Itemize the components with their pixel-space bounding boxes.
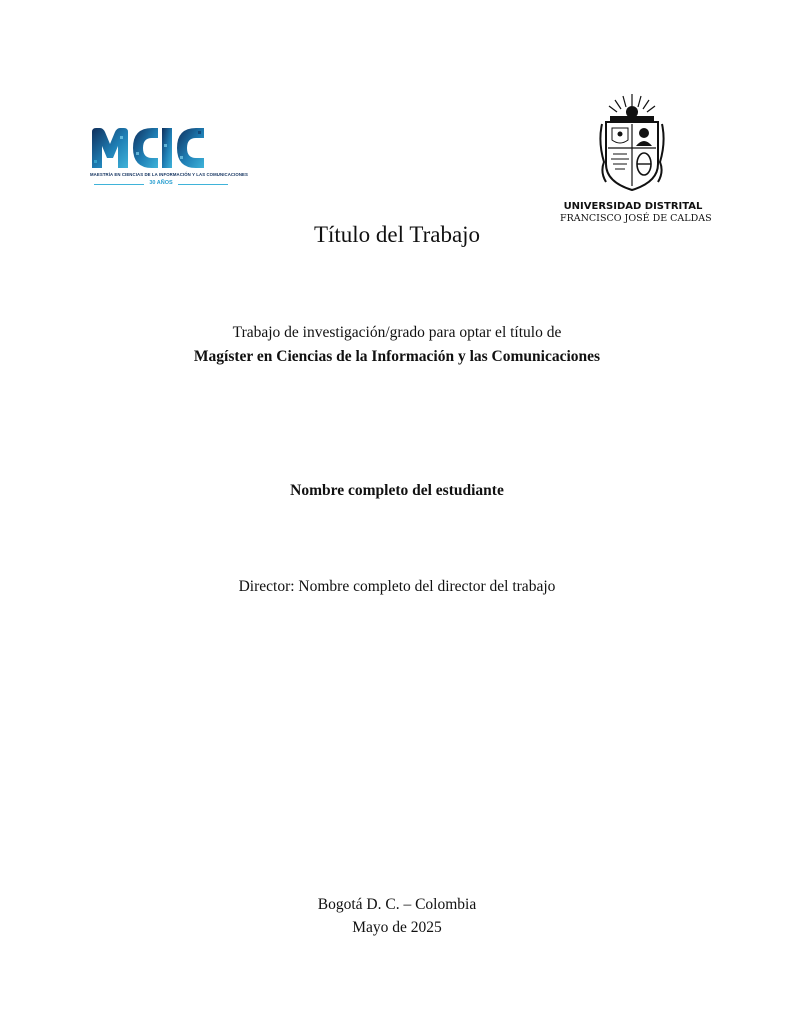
city-country: Bogotá D. C. – Colombia — [317, 896, 477, 913]
mcic-wordmark-graphic — [90, 126, 230, 170]
divider — [178, 184, 228, 185]
degree-name: Magíster en Ciencias de la Información y las Comunicaciones — [193, 348, 601, 365]
director-name: Director: Nombre completo del director del trabajo — [238, 578, 556, 595]
divider — [94, 184, 144, 185]
mcic-anniversary — [90, 180, 232, 190]
mcic-anniversary-label: 30 AÑOS — [149, 180, 173, 186]
document-date: Mayo de 2025 — [352, 919, 442, 936]
document-title: Título del Trabajo — [313, 222, 481, 247]
degree-intro: Trabajo de investigación/grado para optar el título de — [232, 324, 562, 341]
mcic-logo — [90, 126, 248, 192]
university-name: UNIVERSIDAD DISTRITAL — [563, 201, 703, 212]
student-name: Nombre completo del estudiante — [290, 482, 504, 499]
university-subname: FRANCISCO JOSÉ DE CALDAS — [560, 213, 712, 224]
mcic-subtitle: MAESTRÍA EN CIENCIAS DE LA INFORMACIÓN Y LAS COMUNICACIONES — [90, 172, 248, 177]
university-logo — [560, 92, 712, 226]
university-emblem-icon — [598, 92, 666, 194]
